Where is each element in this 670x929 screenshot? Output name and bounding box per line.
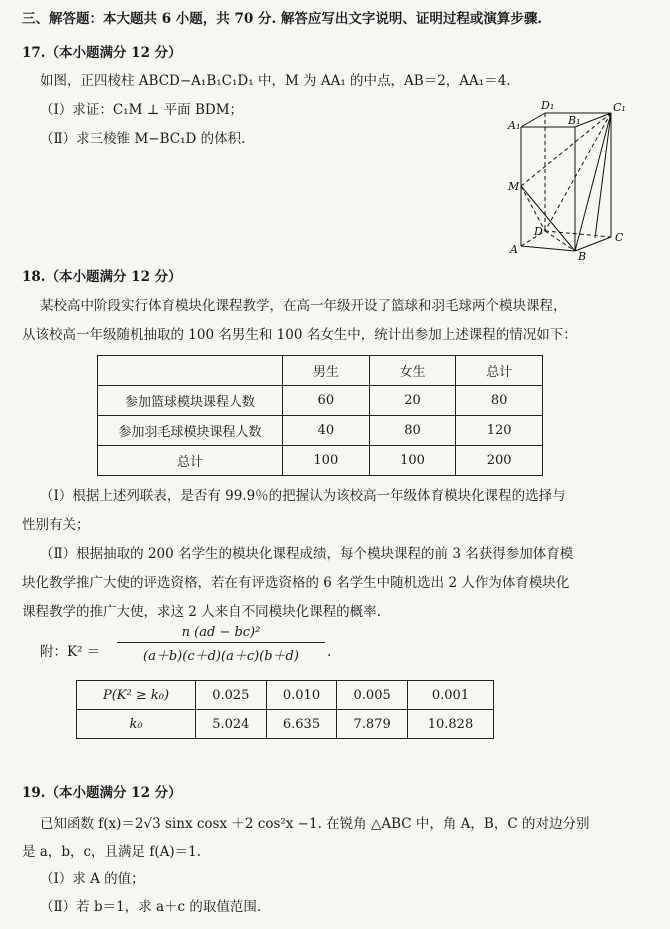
formula-end: . (327, 644, 332, 660)
table-cell: 120 (456, 416, 543, 446)
table-row (77, 681, 494, 710)
formula-prefix: 附：K² ＝ (40, 644, 101, 660)
label-A1: A₁ (508, 119, 521, 132)
table-cell: 60 (283, 386, 370, 416)
label-A: A (510, 243, 518, 256)
table-row (98, 446, 543, 476)
q18-part2-line3: 课程教学的推广大使，求这 2 人来自不同模块化课程的概率. (22, 604, 381, 620)
q17-part1: （Ⅰ）求证：C₁M ⊥ 平面 BDM； (40, 102, 244, 118)
q18-part2-line1: （Ⅱ）根据抽取的 200 名学生的模块化课程成绩，每个模块课程的前 3 名获得参加体育模 (40, 546, 574, 562)
table-cell: 0.025 (196, 681, 267, 710)
contingency-table (97, 355, 543, 476)
q18-stem-line1: 某校高中阶段实行体育模块化课程教学，在高一年级开设了篮球和羽毛球两个模块课程， (40, 298, 567, 314)
table-row (98, 386, 543, 416)
section-header: 三、解答题：本大题共 6 小题，共 70 分. 解答应写出文字说明、证明过程或演算步骤. (22, 11, 543, 27)
table-cell: 10.828 (407, 710, 493, 739)
table-cell: P(K² ≥ k₀) (77, 681, 196, 710)
q18-heading: 18.（本小题满分 12 分） (22, 269, 182, 285)
q18-part2-line2: 块化教学推广大使的评选资格，若在有评选资格的 6 名学生中随机选出 2 人作为体育模块化 (22, 575, 570, 591)
label-C1: C₁ (613, 101, 626, 114)
table-header-cell: 男生 (283, 356, 370, 386)
table-cell: k₀ (77, 710, 196, 739)
table-header-cell: 女生 (369, 356, 456, 386)
table-cell: 40 (283, 416, 370, 446)
q19-stem-line1: 已知函数 f(x)＝2√3 sinx cosx ＋2 cos²x −1. 在锐角 △ABC 中，角 A，B，C 的对边分别 (40, 816, 590, 832)
table-cell: 参加篮球模块课程人数 (98, 386, 283, 416)
table-cell: 总计 (98, 446, 283, 476)
table-cell: 200 (456, 446, 543, 476)
q19-part1: （Ⅰ）求 A 的值； (40, 871, 145, 887)
q19-part2: （Ⅱ）若 b＝1，求 a＋c 的取值范围. (40, 899, 262, 915)
q19-stem-line2: 是 a，b，c，且满足 f(A)＝1. (22, 844, 201, 860)
prism-figure (505, 98, 635, 263)
chi-square-formula (117, 625, 325, 664)
table-row (98, 416, 543, 446)
table-cell: 80 (369, 416, 456, 446)
label-C: C (615, 231, 624, 244)
q18-stem-line2: 从该校高一年级随机抽取的 100 名男生和 100 名女生中，统计出参加上述课程的情况如下： (22, 327, 577, 343)
q17-part2: （Ⅱ）求三棱锥 M−BC₁D 的体积. (40, 131, 246, 147)
table-cell: 7.879 (337, 710, 408, 739)
q18-part1-line1: （Ⅰ）根据上述列联表，是否有 99.9％的把握认为该校高一年级体育模块化课程的选择与 (40, 488, 566, 504)
q19-heading: 19.（本小题满分 12 分） (22, 785, 182, 801)
label-D: D (534, 225, 543, 238)
table-cell: 80 (456, 386, 543, 416)
q18-part1-line2: 性别有关； (22, 517, 90, 533)
q17-stem: 如图，正四棱柱 ABCD−A₁B₁C₁D₁ 中，M 为 AA₁ 的中点，AB＝2，AA₁＝4. (40, 73, 511, 89)
formula-numerator: n (ad − bc)² (117, 625, 325, 643)
table-cell: 100 (369, 446, 456, 476)
critical-value-table (76, 680, 494, 739)
label-D1: D₁ (541, 99, 555, 112)
table-header-cell (98, 356, 283, 386)
table-row (77, 710, 494, 739)
table-cell: 0.010 (266, 681, 337, 710)
table-cell: 0.001 (407, 681, 493, 710)
table-header-row (98, 356, 543, 386)
table-cell: 5.024 (196, 710, 267, 739)
table-cell: 参加羽毛球模块课程人数 (98, 416, 283, 446)
label-B1: B₁ (568, 114, 581, 127)
label-B: B (578, 250, 587, 263)
table-cell: 20 (369, 386, 456, 416)
table-cell: 6.635 (266, 710, 337, 739)
q17-heading: 17.（本小题满分 12 分） (22, 45, 182, 61)
label-M: M (508, 180, 520, 193)
table-cell: 0.005 (337, 681, 408, 710)
table-header-cell: 总计 (456, 356, 543, 386)
formula-denominator: (a＋b)(c＋d)(a＋c)(b＋d) (143, 649, 299, 664)
table-cell: 100 (283, 446, 370, 476)
